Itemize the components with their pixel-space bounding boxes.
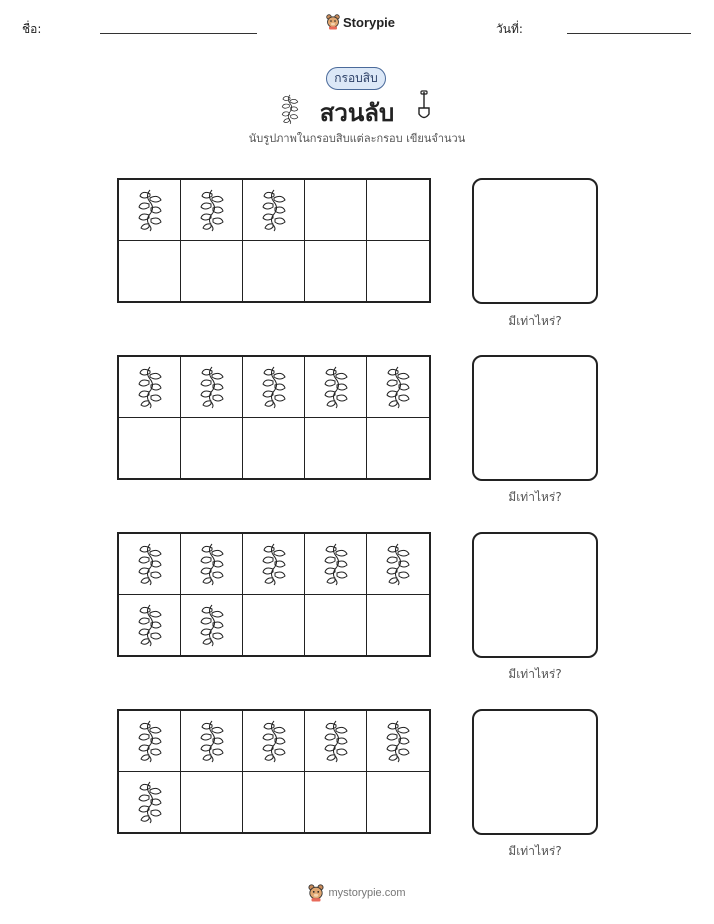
ten-frame-3 [117,532,431,657]
frame-cell [305,534,367,595]
frame-cell [243,711,305,772]
answer-box-1[interactable] [472,178,598,304]
frame-cell [305,772,367,833]
question-3: มีเท่าไหร่? [508,667,562,681]
frame-cell [243,241,305,302]
vine-plant-icon [381,365,415,409]
ten-frame-2 [117,355,431,480]
frame-cell [367,180,429,241]
frame-cell [119,534,181,595]
date-label: วันที่: [496,22,523,36]
vine-plant-icon [133,719,167,763]
frame-cell [119,595,181,656]
frame-cell [305,357,367,418]
frame-cell [181,595,243,656]
vine-plant-icon [133,780,167,824]
footer [0,884,714,902]
frame-cell [305,711,367,772]
date-line[interactable] [567,33,691,34]
answer-box-2[interactable] [472,355,598,481]
frame-cell [243,357,305,418]
vine-plant-icon [195,365,229,409]
frame-cell [243,180,305,241]
bear-logo-icon [326,14,340,30]
frame-cell [119,180,181,241]
vine-plant-icon [257,365,291,409]
frame-cell [305,418,367,479]
vine-plant-icon [319,719,353,763]
vine-plant-icon [195,603,229,647]
frame-cell [243,418,305,479]
frame-cell [367,534,429,595]
footer-bear-icon [308,884,324,902]
frame-cell [305,595,367,656]
shovel-icon [416,90,432,126]
instructions: นับรูปภาพในกรอบสิบแต่ละกรอบ เขียนจำนวน [248,132,466,145]
frame-cell [119,357,181,418]
vine-plant-icon [133,188,167,232]
vine-plant-icon [133,365,167,409]
frame-cell [119,772,181,833]
vine-plant-icon [319,542,353,586]
frame-cell [305,180,367,241]
vine-plant-icon [133,603,167,647]
vine-plant-icon [195,542,229,586]
frame-cell [367,711,429,772]
frame-cell [181,357,243,418]
question-4: มีเท่าไหร่? [508,844,562,858]
worksheet-title: สวนลับ [319,99,395,127]
frame-cell [367,418,429,479]
frame-cell [367,241,429,302]
vine-plant-icon [381,542,415,586]
frame-cell [243,534,305,595]
brand-logo [326,14,395,30]
answer-box-4[interactable] [472,709,598,835]
frame-cell [181,711,243,772]
vine-plant-icon [195,719,229,763]
frame-cell [181,534,243,595]
frame-cell [181,772,243,833]
brand-name: Storypie [343,14,396,30]
frame-cell [367,357,429,418]
vine-plant-icon [257,542,291,586]
frame-cell [243,772,305,833]
question-2: มีเท่าไหร่? [508,490,562,504]
vine-plant-icon [381,719,415,763]
frame-cell [119,418,181,479]
vine-plant-icon [133,542,167,586]
frame-cell [119,711,181,772]
topic-tag: กรอบสิบ [326,67,386,90]
answer-box-3[interactable] [472,532,598,658]
name-line[interactable] [100,33,257,34]
frame-cell [305,241,367,302]
frame-cell [181,180,243,241]
title-vine-icon [278,93,302,129]
vine-plant-icon [195,188,229,232]
vine-plant-icon [319,365,353,409]
ten-frame-1 [117,178,431,303]
ten-frame-4 [117,709,431,834]
vine-plant-icon [257,188,291,232]
name-label: ชื่อ: [22,22,42,36]
question-1: มีเท่าไหร่? [508,314,562,328]
footer-url: mystorypie.com [328,887,406,899]
frame-cell [181,241,243,302]
frame-cell [367,595,429,656]
frame-cell [243,595,305,656]
frame-cell [367,772,429,833]
frame-cell [119,241,181,302]
frame-cell [181,418,243,479]
vine-plant-icon [257,719,291,763]
